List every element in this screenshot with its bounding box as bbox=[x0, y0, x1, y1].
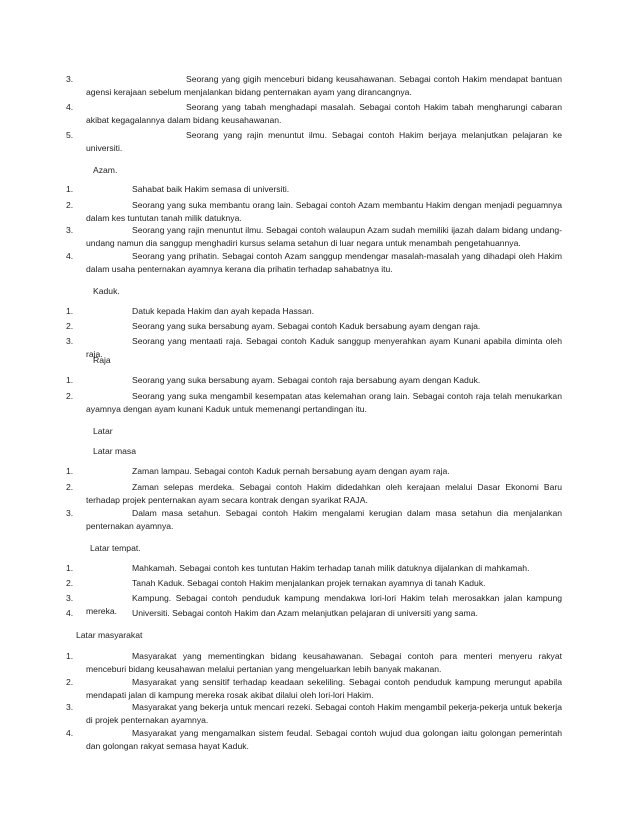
list-number: 1. bbox=[66, 651, 74, 661]
list-text: Seorang yang rajin menuntut ilmu. Sebagai contoh Hakim berjaya melanjutkan pelajaran ke universiti. bbox=[86, 130, 562, 153]
list-number: 1. bbox=[66, 306, 74, 316]
list-item bbox=[66, 224, 562, 249]
list-item bbox=[66, 562, 562, 575]
list-item bbox=[66, 390, 562, 415]
list-text: Zaman lampau. Sebagai contoh Kaduk pernah bersabung ayam dengan ayam raja. bbox=[132, 466, 450, 476]
list-text: Kampung. Sebagai contoh penduduk kampung mendakwa lori-lori Hakim telah merosakkan jalan kampung mereka. bbox=[86, 593, 562, 616]
list-number: 2. bbox=[66, 321, 74, 331]
list-text: Seorang yang mentaati raja. Sebagai contoh Kaduk sanggup menyerahkan ayam Kunani apabila diminta oleh raja. bbox=[86, 336, 562, 359]
list-text: Seorang yang tabah menghadapi masalah. Sebagai contoh Hakim tabah mengharungi cabaran akibat kegagalannya dalam bidang keusahawanan. bbox=[86, 102, 562, 125]
list-number: 1. bbox=[66, 563, 74, 573]
list-text: Seorang yang suka bersabung ayam. Sebagai contoh Kaduk bersabung ayam dengan raja. bbox=[132, 321, 481, 331]
list-number: 2. bbox=[66, 391, 74, 401]
list-number: 3. bbox=[66, 74, 74, 84]
list-item bbox=[66, 101, 562, 126]
list-number: 2. bbox=[66, 482, 74, 492]
list-text: Masyarakat yang mementingkan bidang keusahawanan. Sebagai contoh para menteri menyeru rakyat menceburi bidang keusahawan melalui pertanian yang mengeluarkan lebih banyak makanan. bbox=[86, 651, 562, 674]
list-text: Masyarakat yang sensitif terhadap keadaan sekeliling. Sebagai contoh penduduk kampung merungut apabila mendapati jalan di kampung mereka rosak akibat dilalui oleh lori-lori Hakim. bbox=[86, 677, 562, 700]
list-number: 3. bbox=[66, 593, 74, 603]
section-heading-latar: Latar bbox=[93, 426, 113, 436]
section-heading-kaduk: Kaduk. bbox=[93, 286, 120, 296]
list-number: 1. bbox=[66, 466, 74, 476]
list-item bbox=[66, 676, 562, 701]
list-text: Masyarakat yang mengamalkan sistem feudal. Sebagai contoh wujud dua golongan iaitu golongan pemerintah dan golongan rakyat semasa hayat Kaduk. bbox=[86, 728, 562, 751]
list-number: 3. bbox=[66, 508, 74, 518]
list-text: Seorang yang suka mengambil kesempatan atas kelemahan orang lain. Sebagai contoh raja telah menukarkan ayamnya dengan ayam kunani Kaduk untuk memenangi pertandingan itu. bbox=[86, 391, 562, 414]
list-item bbox=[66, 199, 562, 224]
list-text: Tanah Kaduk. Sebagai contoh Hakim menjalankan projek ternakan ayamnya di tanah Kaduk. bbox=[132, 578, 486, 588]
list-number: 4. bbox=[66, 728, 74, 738]
list-text: Dalam masa setahun. Sebagai contoh Hakim mengalami kerugian dalam masa setahun dia menjalankan penternakan ayamnya. bbox=[86, 508, 562, 531]
section-heading-raja: Raja bbox=[93, 355, 111, 365]
list-item bbox=[66, 727, 562, 752]
list-text: Seorang yang prihatin. Sebagai contoh Azam sanggup mendengar masalah-masalah yang dihadapi oleh Hakim dalam usaha penternakan ayamnya kerana dia prihatin terhadap sahabatnya itu. bbox=[86, 251, 562, 274]
list-text: Seorang yang gigih menceburi bidang keusahawanan. Sebagai contoh Hakim mendapat bantuan agensi kerajaan sebelum menjalankan bidang penternakan ayam yang dirancangnya. bbox=[86, 74, 562, 97]
list-item bbox=[66, 320, 562, 333]
list-item bbox=[66, 335, 562, 360]
section-heading-azam: Azam. bbox=[93, 165, 118, 175]
list-number: 3. bbox=[66, 336, 74, 346]
list-item bbox=[66, 507, 562, 532]
list-number: 4. bbox=[66, 608, 74, 618]
list-number: 2. bbox=[66, 677, 74, 687]
list-number: 3. bbox=[66, 702, 74, 712]
list-item bbox=[66, 250, 562, 275]
list-number: 4. bbox=[66, 102, 74, 112]
list-number: 1. bbox=[66, 375, 74, 385]
list-text: Zaman selepas merdeka. Sebagai contoh Hakim didedahkan oleh kerajaan melalui Dasar Ekonomi Baru terhadap projek penternakan ayam secara kontrak dengan syarikat RAJA. bbox=[86, 482, 562, 505]
subheading-latar-masa: Latar masa bbox=[93, 446, 136, 456]
list-item bbox=[66, 183, 562, 196]
list-item bbox=[66, 607, 562, 620]
list-item bbox=[66, 465, 562, 478]
list-number: 2. bbox=[66, 578, 74, 588]
list-item bbox=[66, 374, 562, 387]
list-item bbox=[66, 577, 562, 590]
subheading-latar-tempat: Latar tempat. bbox=[90, 543, 141, 553]
list-text: Mahkamah. Sebagai contoh kes tuntutan Hakim terhadap tanah milik datuknya dijalankan di mahkamah. bbox=[132, 563, 530, 573]
list-number: 2. bbox=[66, 200, 74, 210]
list-number: 4. bbox=[66, 251, 74, 261]
list-text: Sahabat baik Hakim semasa di universiti. bbox=[132, 184, 290, 194]
list-number: 5. bbox=[66, 130, 74, 140]
list-text: Datuk kepada Hakim dan ayah kepada Hassan. bbox=[132, 306, 315, 316]
list-item bbox=[66, 305, 562, 318]
list-text: Masyarakat yang bekerja untuk mencari rezeki. Sebagai contoh Hakim mengambil pekerja-pekerja untuk bekerja di projek penternakan ayamnya. bbox=[86, 702, 562, 725]
list-text: Universiti. Sebagai contoh Hakim dan Azam melanjutkan pelajaran di universiti yang sama. bbox=[132, 608, 478, 618]
list-item bbox=[66, 650, 562, 675]
list-item bbox=[66, 481, 562, 506]
list-item bbox=[66, 73, 562, 98]
list-item bbox=[66, 129, 562, 154]
list-number: 3. bbox=[66, 225, 74, 235]
list-text: Seorang yang suka membantu orang lain. Sebagai contoh Azam membantu Hakim dengan menjadi peguamnya dalam kes tuntutan tanah milik datuknya. bbox=[86, 200, 562, 223]
list-item bbox=[66, 701, 562, 726]
list-number: 1. bbox=[66, 184, 74, 194]
list-text: Seorang yang rajin menuntut ilmu. Sebagai contoh walaupun Azam sudah memiliki ijazah dalam bidang undang-undang namun dia sanggup menghadiri kursus selama setahun di luar negara untuk menambah pengetahuannya. bbox=[86, 225, 562, 248]
subheading-latar-masyarakat: Latar masyarakat bbox=[76, 630, 143, 640]
list-text: Seorang yang suka bersabung ayam. Sebagai contoh raja bersabung ayam dengan Kaduk. bbox=[132, 375, 481, 385]
